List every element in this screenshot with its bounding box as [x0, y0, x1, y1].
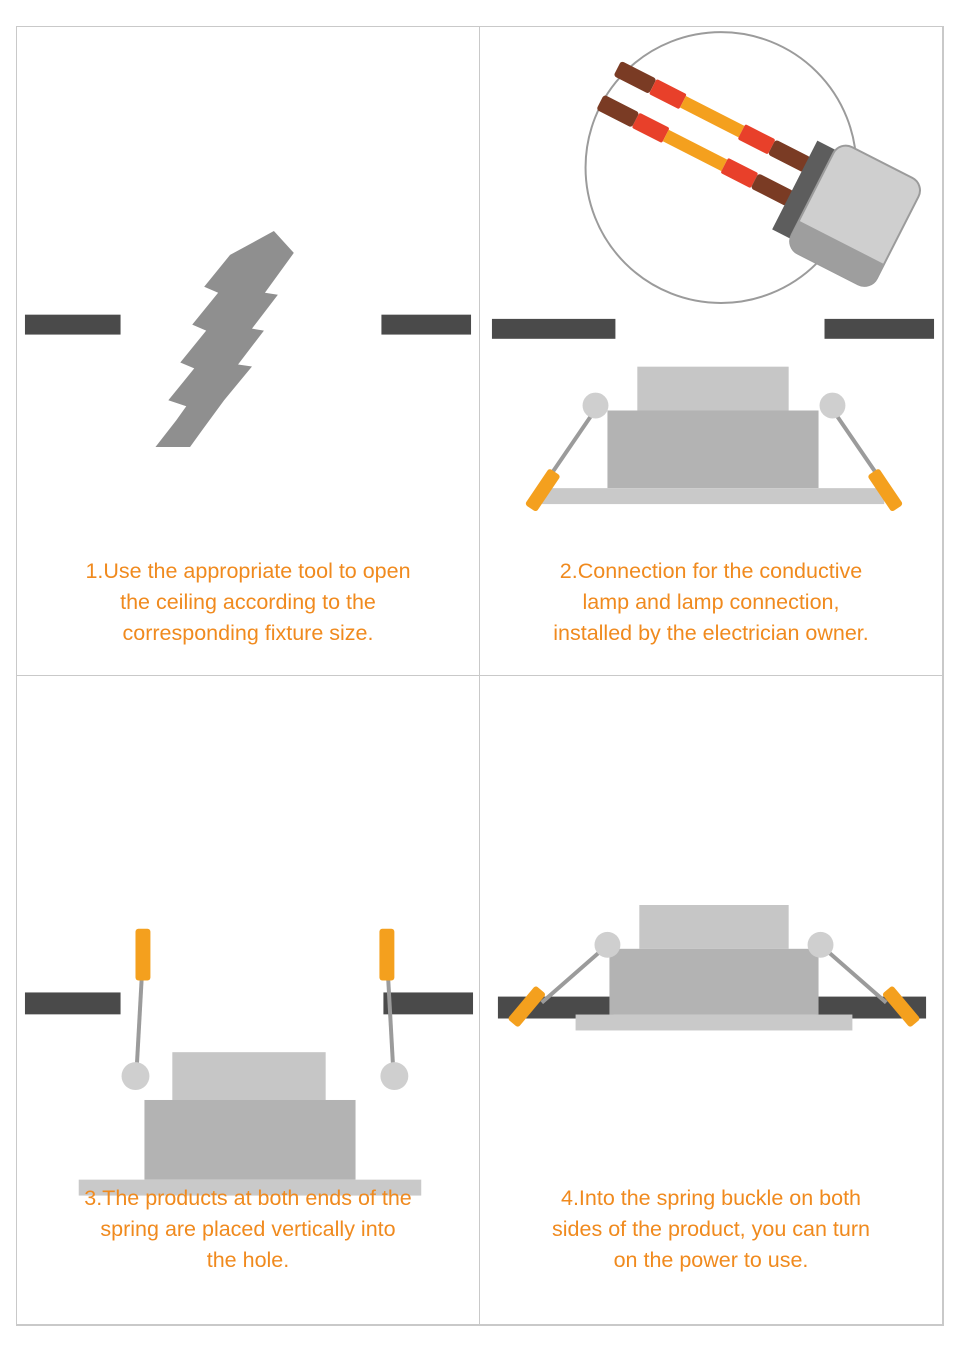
downlight-body	[542, 367, 885, 504]
spring-clip-right	[823, 947, 887, 1003]
ceiling-right-segment	[381, 315, 471, 335]
panel-2	[479, 26, 943, 676]
panel-1-illustration	[17, 27, 479, 447]
spring-clip-left-pivot	[595, 932, 621, 958]
spring-clip-right-pivot	[808, 932, 834, 958]
caption-line: the hole.	[206, 1248, 290, 1272]
ceiling-left-segment	[492, 319, 615, 339]
panel-4-caption	[480, 1183, 942, 1276]
panel-4	[479, 675, 943, 1325]
spring-clip-left-tip	[135, 929, 150, 981]
spring-clip-right	[830, 407, 882, 483]
ceiling-right-segment	[825, 319, 935, 339]
wire-connector-icon	[586, 32, 925, 303]
caption-line: corresponding fixture size.	[122, 621, 374, 645]
caption-line: 4.Into the spring buckle on both	[560, 1186, 861, 1210]
ceiling-right-segment	[383, 992, 473, 1014]
caption-line: 1.Use the appropriate tool to open	[85, 559, 411, 583]
spring-clip-left	[542, 947, 606, 1003]
panel-3	[16, 675, 480, 1325]
caption-line: spring are placed vertically into	[100, 1217, 396, 1241]
spring-clip-left-pivot	[583, 393, 609, 419]
downlight-body	[576, 905, 853, 1030]
spring-clip-right-pivot	[820, 393, 846, 419]
spring-clip-left-pivot	[122, 1062, 150, 1090]
caption-line: 3.The products at both ends of the	[84, 1186, 412, 1210]
spring-clip-left	[546, 407, 598, 483]
panel-1-caption	[17, 556, 479, 649]
spring-clip-right-pivot	[380, 1062, 408, 1090]
caption-line: installed by the electrician owner.	[553, 621, 869, 645]
caption-line: the ceiling according to the	[120, 590, 376, 614]
caption-line: 2.Connection for the conductive	[559, 559, 863, 583]
ceiling-left-segment	[25, 992, 121, 1014]
caption-line: on the power to use.	[613, 1248, 809, 1272]
panel-grid	[16, 26, 944, 1326]
hand-saw-icon	[147, 231, 293, 447]
spring-clip-right-tip	[379, 929, 394, 981]
panel-2-illustration	[480, 27, 942, 447]
spring-clip-right	[387, 965, 393, 1073]
panel-3-caption	[17, 1183, 479, 1276]
caption-line: sides of the product, you can turn	[552, 1217, 870, 1241]
caption-line: lamp and lamp connection,	[582, 590, 840, 614]
ceiling-left-segment	[25, 315, 121, 335]
panel-2-caption	[480, 556, 942, 649]
spring-clip-left	[136, 965, 142, 1073]
panel-1	[16, 26, 480, 676]
